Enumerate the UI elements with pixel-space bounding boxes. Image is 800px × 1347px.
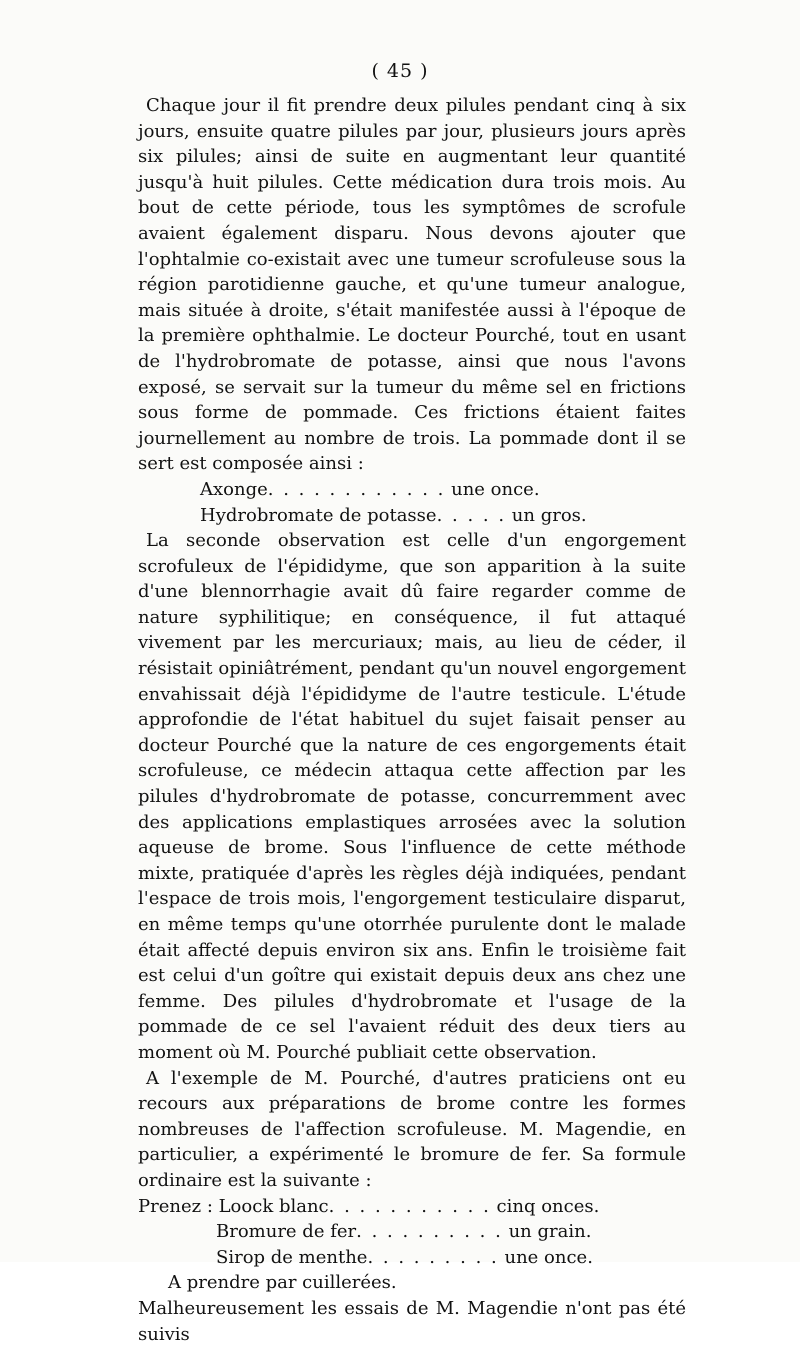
leader-dots: . . . . . . . . . . — [356, 1221, 503, 1243]
recipe-line — [138, 1194, 686, 1220]
page-text — [138, 93, 686, 1347]
leader-dots: . . . . . . . . . — [367, 1246, 499, 1268]
leader-dots: . . . . . . . . . . . — [328, 1195, 491, 1217]
paragraph: La seconde observation est celle d'un engorgement scrofuleux de l'épididyme, que son apparition à la suite d'une blennorrhagie avait dû faire regarder comme de nature syphilitique; en conséquence, il fut attaqué vivement par les mercuriaux; mais, au lieu de céder, il résistait opiniâtrément, pendant qu'un nouvel engorgement envahissait déjà l'épididyme de l'autre testicule. L'étude approfondie de l'état habituel du sujet faisait penser au docteur Pourché que la nature de ces engorgements était scrofuleuse, ce médecin attaqua cette affection par les pilules d'hydrobromate de potasse, concurremment avec des applications emplastiques arrosées avec la solution aqueuse de brome. Sous l'influence de cette méthode mixte, pratiquée d'après les règles déjà indiquées, pendant l'espace de trois mois, l'engorgement testiculaire disparut, en même temps qu'une otorrhée purulente dont le malade était affecté depuis environ six ans. Enfin le troisième fait est celui d'un goître qui existait depuis deux ans chez une femme. Des pilules d'hydrobromate et l'usage de la pommade de ce sel l'avaient réduit des deux tiers au moment où M. Pourché publiait cette observation. — [138, 530, 686, 1063]
dosage-instruction: A prendre par cuillerées. — [168, 1272, 397, 1294]
paragraph: Malheureusement les essais de M. Magendie n'ont pas été suivis — [138, 1297, 686, 1345]
ingredient-quantity: un gros. — [511, 504, 587, 526]
ingredient-name: Bromure de fer — [216, 1221, 357, 1243]
paragraph: A l'exemple de M. Pourché, d'autres praticiens ont eu recours aux préparations de brome contre les formes nombreuses de l'affection scrofuleuse. M. Magendie, en particulier, a expérimenté le bromure de fer. Sa formule ordinaire est la suivante : — [138, 1067, 686, 1191]
leader-dots: . . . . . — [436, 504, 507, 526]
ingredient-quantity: une once. — [504, 1246, 593, 1268]
ingredient-quantity: cinq onces. — [496, 1195, 600, 1217]
ingredient-name: Axonge — [200, 478, 268, 500]
recipe-line — [138, 477, 686, 503]
page-number: ( 45 ) — [371, 60, 429, 82]
ingredient-name: Sirop de menthe — [216, 1246, 368, 1268]
ingredient-name: Prenez : Loock blanc — [138, 1195, 329, 1217]
ingredient-quantity: une once. — [451, 478, 540, 500]
recipe-line — [138, 1245, 686, 1271]
ingredient-quantity: un grain. — [508, 1221, 592, 1243]
ingredient-name: Hydrobromate de potasse — [200, 504, 437, 526]
recipe-line — [138, 1219, 686, 1245]
recipe-line — [138, 503, 686, 529]
paragraph: Chaque jour il fit prendre deux pilules pendant cinq à six jours, ensuite quatre pilules par jour, plusieurs jours après six pilules; ainsi de suite en augmentant leur quantité jusqu'à huit pilules. Cette médication dura trois mois. Au bout de cette période, tous les symptômes de scrofule avaient également disparu. Nous devons ajouter que l'ophtalmie co-existait avec une tumeur scrofuleuse sous la région parotidienne gauche, et qu'une tumeur analogue, mais située à droite, s'était manifestée aussi à l'époque de la première ophthalmie. Le docteur Pourché, tout en usant de l'hydrobromate de potasse, ainsi que nous l'avons exposé, se servait sur la tumeur du même sel en frictions sous forme de pommade. Ces frictions étaient faites journellement au nombre de trois. La pommade dont il se sert est composée ainsi : — [138, 95, 686, 475]
leader-dots: . . . . . . . . . . . . — [267, 478, 446, 500]
